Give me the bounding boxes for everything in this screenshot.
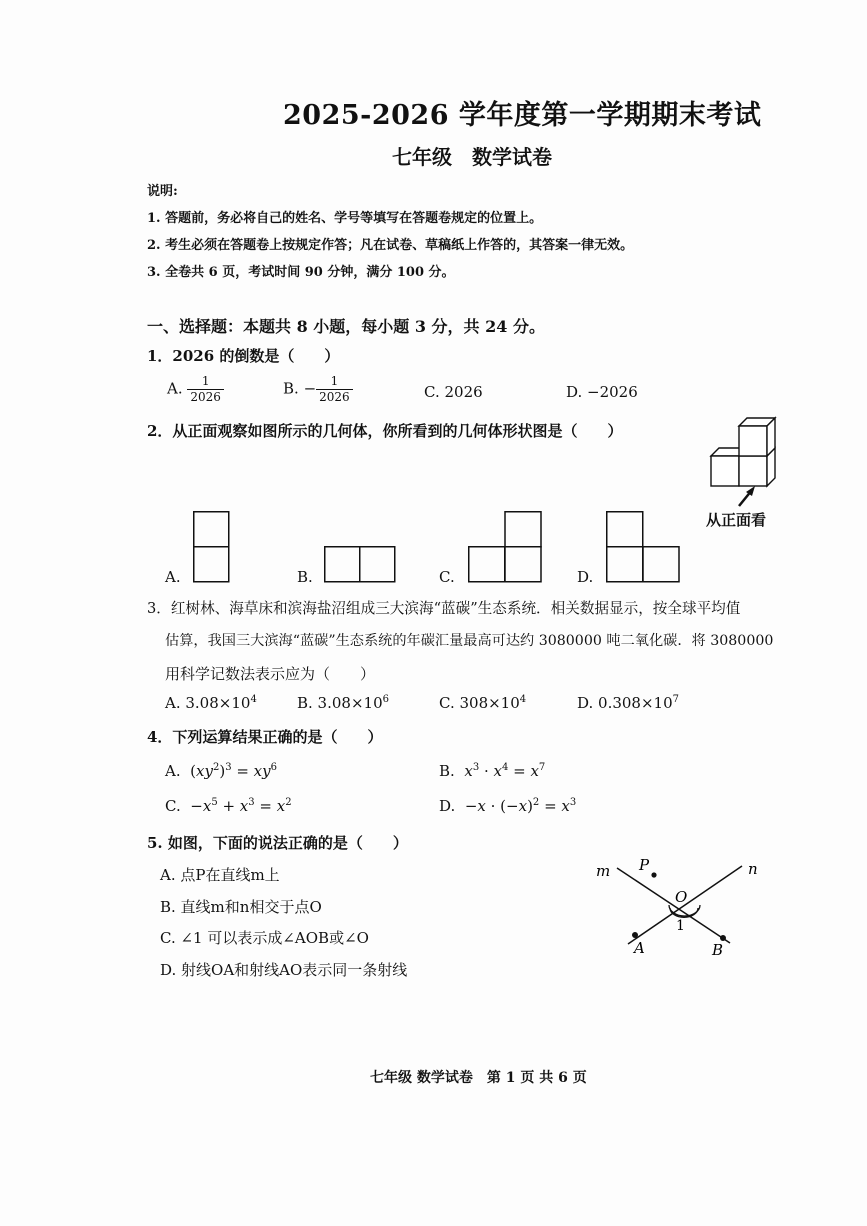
intersecting-lines-figure xyxy=(590,850,770,960)
exponent: 6 xyxy=(382,694,389,705)
section-heading: 一、选择题：本题共 8 小题，每小题 3 分，共 24 分。 xyxy=(147,317,545,336)
question-3-line-2: 估算，我国三大滨海“蓝碳”生态系统的年碳汇量最高可达约 3080000 吨二氧化碳．将 3080000 xyxy=(165,633,774,649)
fraction xyxy=(187,374,224,405)
option-a-text: A. 3.08×10 xyxy=(165,694,251,712)
fraction-numerator: 1 xyxy=(187,374,224,390)
figure-caption: 从正面看 xyxy=(706,511,767,529)
exponent: 7 xyxy=(672,694,679,705)
question-5-option-a: A. 点P在直线m上 xyxy=(160,866,280,884)
question-2-option-c-label: C. xyxy=(439,568,455,586)
question-5-option-d: D. 射线OA和射线AO表示同一条射线 xyxy=(160,961,408,979)
label-o: O xyxy=(675,888,688,906)
fraction-numerator: 1 xyxy=(316,374,353,390)
minus-sign: − xyxy=(303,379,317,398)
exponent: 4 xyxy=(519,694,527,705)
expression-b: $x^3 \cdot x^4 = x^7$ xyxy=(464,762,546,780)
option-a-label: A. xyxy=(165,762,181,780)
exam-subtitle: 七年级 数学试卷 xyxy=(392,145,552,169)
option-c-shape xyxy=(468,511,544,583)
option-b-shape xyxy=(324,546,397,583)
question-3-line-1: 3．红树林、海草床和滨海盐沼组成三大滨海“蓝碳”生态系统．相关数据显示，按全球平均值 xyxy=(147,600,741,617)
note-1: 1. 答题前，务必将自己的姓名、学号等填写在答题卷规定的位置上。 xyxy=(147,211,543,226)
label-m: m xyxy=(596,862,611,880)
note-2: 2. 考生必须在答题卷上按规定作答；凡在试卷、草稿纸上作答的，其答案一律无效。 xyxy=(147,238,634,253)
expression-c: $-x^5 + x^3 = x^2$ xyxy=(190,797,292,815)
question-5-option-c: C. ∠1 可以表示成∠AOB或∠O xyxy=(160,929,369,947)
option-c-label: C. xyxy=(165,797,181,815)
question-3-option-d xyxy=(577,694,679,712)
question-2-stem: 2．从正面观察如图所示的几何体，你所看到的几何体形状图是（ ） xyxy=(147,422,623,440)
fraction xyxy=(316,374,353,405)
question-3-option-c xyxy=(439,694,526,712)
question-4-stem: 4．下列运算结果正确的是（ ） xyxy=(147,728,383,746)
option-a-shape xyxy=(193,511,230,583)
question-1-option-b xyxy=(283,374,353,405)
question-3-option-a xyxy=(165,694,257,712)
page-footer: 七年级 数学试卷 第 1 页 共 6 页 xyxy=(370,1070,587,1086)
question-2-option-b-label: B. xyxy=(297,568,313,586)
question-1-option-d: D. −2026 xyxy=(566,383,638,401)
label-n: n xyxy=(748,860,758,878)
question-5-stem: 5. 如图，下面的说法正确的是（ ） xyxy=(147,834,408,852)
label-angle-1: 1 xyxy=(676,918,685,934)
question-5-option-b: B. 直线m和n相交于点O xyxy=(160,898,322,916)
option-a-label: A. xyxy=(167,379,183,398)
question-4-option-c xyxy=(165,797,292,815)
notes-heading: 说明: xyxy=(147,184,178,199)
question-4-option-a xyxy=(165,762,277,780)
question-4-option-d xyxy=(439,797,576,815)
label-p: P xyxy=(639,856,650,874)
question-3-option-b xyxy=(297,694,389,712)
option-d-label: D. xyxy=(439,797,456,815)
option-d-shape xyxy=(606,511,682,583)
option-d-text: D. 0.308×10 xyxy=(577,694,673,712)
option-b-label: B. xyxy=(283,379,299,398)
fraction-denominator: 2026 xyxy=(190,390,221,404)
question-3-line-3: 用科学记数法表示应为（ ） xyxy=(165,665,376,683)
note-3: 3. 全卷共 6 页，考试时间 90 分钟，满分 100 分。 xyxy=(147,265,455,280)
question-1-option-a xyxy=(167,374,224,405)
exam-title: 2025-2026 学年度第一学期期末考试 xyxy=(283,100,762,131)
expression-d: $-x \cdot (-x)^2 = x^3$ xyxy=(464,797,577,815)
exponent: 4 xyxy=(250,694,257,705)
option-b-label: B. xyxy=(439,762,455,780)
option-b-text: B. 3.08×10 xyxy=(297,694,383,712)
option-c-text: C. 308×10 xyxy=(439,694,520,712)
label-a: A xyxy=(634,939,645,957)
question-4-option-b xyxy=(439,762,545,780)
question-1-stem: 1．2026 的倒数是（ ） xyxy=(147,347,340,365)
question-2-option-d-label: D. xyxy=(577,568,594,586)
label-b: B xyxy=(712,941,724,959)
cube-stack-figure xyxy=(705,418,795,498)
fraction-denominator: 2026 xyxy=(319,390,350,404)
question-2-option-a-label: A. xyxy=(165,568,181,586)
expression-a: $(xy^2)^3 = xy^6$ xyxy=(190,762,277,780)
question-1-option-c: C. 2026 xyxy=(424,383,483,401)
